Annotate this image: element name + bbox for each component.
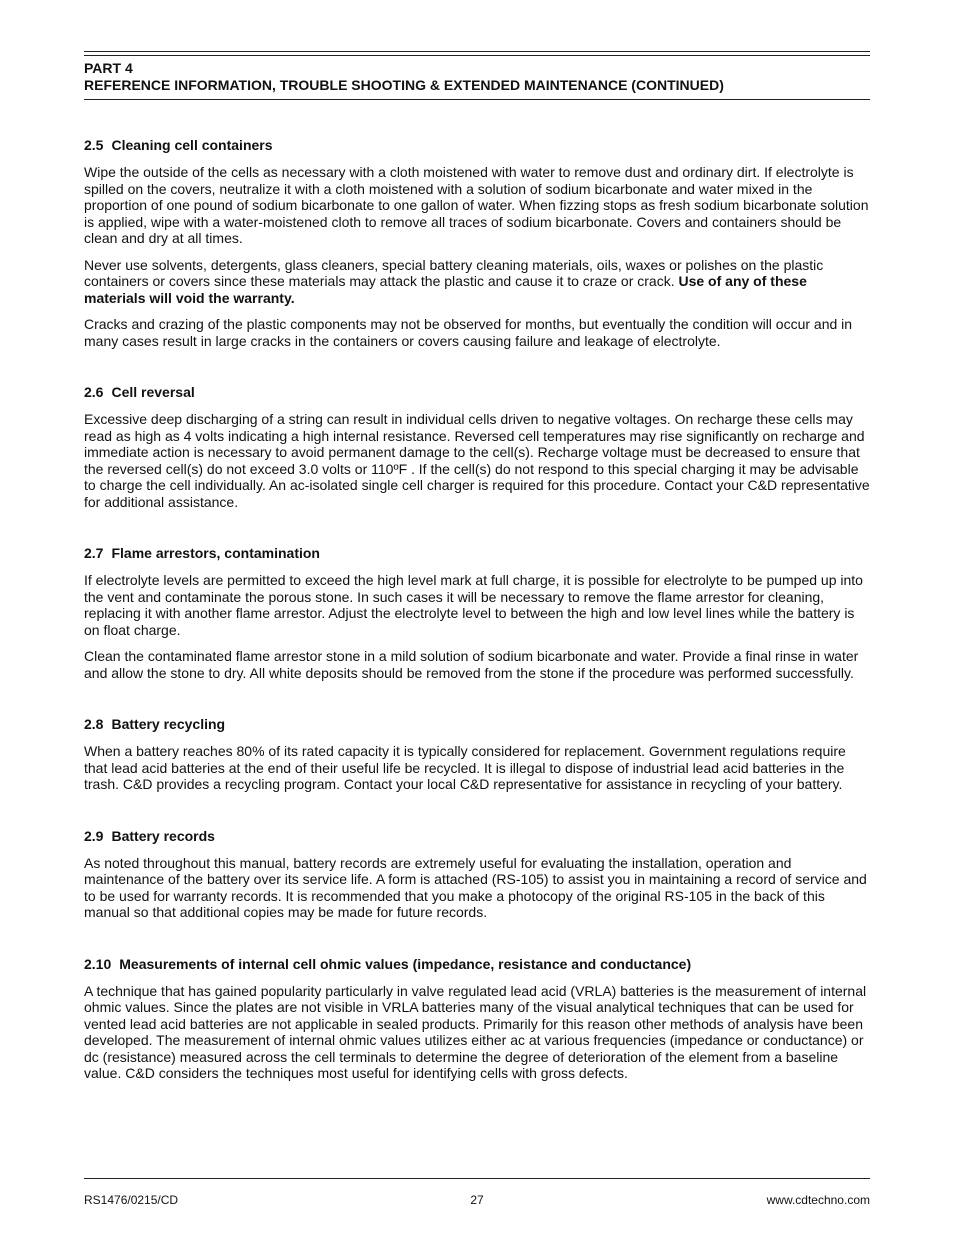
paragraph-text: Never use solvents, detergents, glass cleaners, special battery cleaning materials, oils, waxes or polishes on the plastic containers or covers since these materials may attack the plastic and cause it to craze or crack. xyxy=(84,256,824,289)
section-heading xyxy=(84,716,870,733)
header-bottom-rule xyxy=(84,99,870,100)
section-title: Measurements of internal cell ohmic values (impedance, resistance and conductance) xyxy=(119,955,692,972)
header-title: REFERENCE INFORMATION, TROUBLE SHOOTING & EXTENDED MAINTENANCE (CONTINUED) xyxy=(84,77,724,93)
page-header xyxy=(84,60,870,94)
section-number: 2.7 xyxy=(84,545,104,561)
paragraph-text: If electrolyte levels are permitted to exceed the high level mark at full charge, it is possible for electrolyte to be pumped up into the vent and contaminate the porous stone. In such cases it will be necessary to remove the flame arrestor for cleaning, replacing it with another flame arrestor. Adjust the electrolyte level to between the high and low level lines while the battery is on float charge. xyxy=(84,572,863,638)
section-number: 2.10 xyxy=(84,955,112,972)
header-part: PART 4 xyxy=(84,60,133,76)
section-heading xyxy=(84,545,870,562)
section-number: 2.8 xyxy=(84,716,104,732)
section-2-7 xyxy=(84,545,870,681)
section-2-10 xyxy=(84,956,870,1082)
section-heading xyxy=(84,384,870,401)
paragraph xyxy=(84,648,870,681)
paragraph xyxy=(84,164,870,247)
section-2-9 xyxy=(84,828,870,921)
footer-website[interactable]: www.cdtechno.com xyxy=(766,1193,870,1207)
section-heading xyxy=(84,828,870,845)
paragraph xyxy=(84,855,870,921)
paragraph-bold-text: Use of any of these materials will void the warranty. xyxy=(84,273,807,306)
paragraph xyxy=(84,983,870,1082)
section-2-6 xyxy=(84,384,870,510)
paragraph xyxy=(84,572,870,638)
paragraph xyxy=(84,743,870,793)
paragraph-text: Excessive deep discharging of a string can result in individual cells driven to negative voltages. On recharge these cells may read as high as 4 volts indicating a high internal resistance. Reversed cell temperatures may rise significantly on recharge and immediate action is necessary to avoid permanent damage to the cell(s). Recharge voltage must be decreased to ensure that the reversed cell(s) do not exceed 3.0 volts or 110ºF . If the cell(s) do not respond to this special charging it may be advisable to charge the cell individually. An ac-isolated single cell charger is required for this procedure. Contact your C&D representative for additional assistance. xyxy=(84,411,870,510)
footer-page-number: 27 xyxy=(470,1193,484,1207)
section-title: Flame arrestors, contamination xyxy=(111,545,320,561)
footer-doc-id: RS1476/0215/CD xyxy=(84,1193,179,1207)
header-top-rule-second xyxy=(84,55,870,56)
paragraph-text: Cracks and crazing of the plastic components may not be observed for months, but eventually the condition will occur and in many cases result in large cracks in the containers or covers causing failure and leakage of electrolyte. xyxy=(84,316,853,349)
section-number: 2.6 xyxy=(84,384,104,400)
section-number: 2.9 xyxy=(84,827,104,844)
paragraph-text: A technique that has gained popularity particularly in valve regulated lead acid (VRLA) batteries is the measurement of internal ohmic values. Since the plates are not visible in VRLA batteries many of the visual analytical techniques that can be used for vented lead acid batteries are not applicable in sealed products. Primarily for this reason other methods of analysis have been developed. The measurement of internal ohmic values utilizes either ac at various frequencies (impedance or conductance) or dc (resistance) measured across the cell terminals to determine the degree of deterioration of the element from a baseline value. C&D considers the techniques most useful for identifying cells with gross defects. xyxy=(84,982,867,1081)
paragraph-text: As noted throughout this manual, battery records are extremely useful for evaluating the installation, operation and maintenance of the battery over its service life. A form is attached (RS-105) to assist you in maintaining a record of service and to be used for warranty records. It is recommended that you make a photocopy of the original RS-105 in the back of this manual so that additional copies may be made for future records. xyxy=(84,854,867,920)
paragraph xyxy=(84,257,870,307)
document-body xyxy=(84,137,870,1117)
section-number: 2.5 xyxy=(84,137,104,153)
footer-rule xyxy=(84,1178,870,1179)
section-title: Battery recycling xyxy=(111,716,226,732)
document-page xyxy=(84,0,870,1235)
section-title: Cell reversal xyxy=(111,384,195,400)
section-heading xyxy=(84,137,870,154)
section-heading xyxy=(84,956,870,973)
section-title: Battery records xyxy=(111,827,215,844)
paragraph-text: When a battery reaches 80% of its rated capacity it is typically considered for replacement. Government regulations require that lead acid batteries at the end of their useful life be recycled. It is illegal to dispose of industrial lead acid batteries in the trash. C&D provides a recycling program. Contact your local C&D representative for assistance in recycling of your battery. xyxy=(84,743,846,792)
paragraph-text: Clean the contaminated flame arrestor stone in a mild solution of sodium bicarbonate and water. Provide a final rinse in water and allow the stone to dry. All white deposits should be removed from the stone if the procedure was performed successfully. xyxy=(84,648,859,681)
paragraph xyxy=(84,316,870,349)
section-2-8 xyxy=(84,716,870,793)
paragraph-text: Wipe the outside of the cells as necessary with a cloth moistened with water to remove dust and ordinary dirt. If electrolyte is spilled on the covers, neutralize it with a cloth moistened with a solution of sodium bicarbonate and water mixed in the proportion of one pound of sodium bicarbonate to one gallon of water. When fizzing stops as fresh sodium bicarbonate solution is applied, wipe with a water-moistened cloth to remove all traces of sodium bicarbonate. Covers and containers should be clean and dry at all times. xyxy=(84,164,869,246)
section-title: Cleaning cell containers xyxy=(111,137,273,153)
paragraph xyxy=(84,411,870,510)
section-2-5 xyxy=(84,137,870,349)
header-top-rule xyxy=(84,51,870,52)
